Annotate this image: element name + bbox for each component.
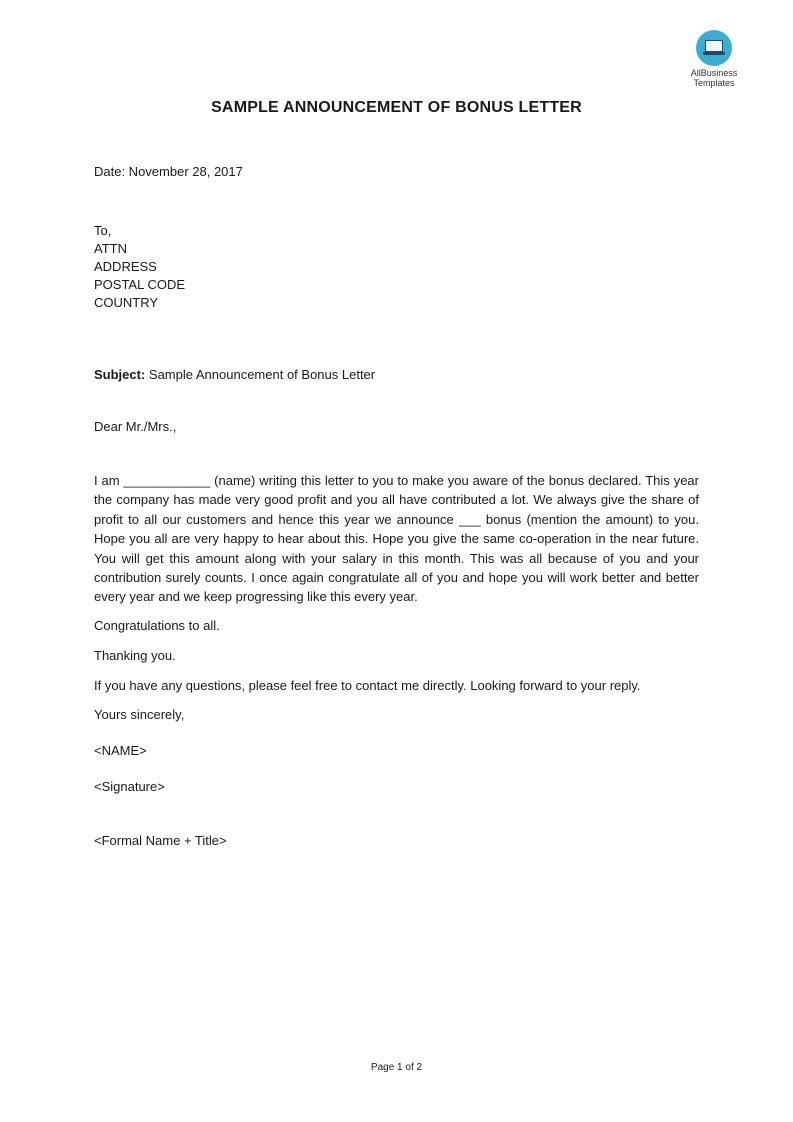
logo-line-2: Templates [693, 78, 735, 88]
brand-logo [678, 30, 750, 88]
laptop-icon [696, 30, 732, 66]
subject-line [94, 366, 375, 384]
letter-date: Date: November 28, 2017 [94, 164, 243, 179]
signature-placeholder: <Signature> [94, 779, 165, 794]
thanking-line: Thanking you. [94, 648, 176, 663]
congratulations-line: Congratulations to all. [94, 618, 220, 633]
recipient-address: ADDRESS [94, 259, 157, 274]
logo-text [678, 68, 750, 88]
salutation: Dear Mr./Mrs., [94, 419, 177, 434]
recipient-attn: ATTN [94, 241, 127, 256]
logo-line-1: AllBusiness [690, 68, 738, 78]
page-number: Page 1 of 2 [370, 1062, 423, 1073]
document-title: SAMPLE ANNOUNCEMENT OF BONUS LETTER [211, 99, 582, 116]
closing-line: Yours sincerely, [94, 707, 185, 722]
questions-line: If you have any questions, please feel free to contact me directly. Looking forward to your reply. [94, 678, 641, 693]
recipient-postal-code: POSTAL CODE [94, 277, 186, 292]
body-paragraph: I am ____________ (name) writing this letter to you to make you aware of the bonus declared. This year the company has made very good profit and you all have contributed a lot. We always give the share of profit to all our customers and hence this year we announce ___ bonus (mention the amount) to you. Hope you all are very happy to hear about this. Hope you give the same co-operation in the near future. You will get this amount along with your salary in this month. This was all because of you and your contribution surely counts. I once again congratulate all of you and hope you will work better and better every year and we keep progressing like this every year. [94, 473, 699, 605]
recipient-block [94, 222, 185, 312]
subject-text: Sample Announcement of Bonus Letter [145, 367, 376, 382]
subject-label: Subject: [94, 367, 146, 382]
name-placeholder: <NAME> [94, 743, 147, 758]
recipient-country: COUNTRY [94, 295, 159, 310]
recipient-to: To, [94, 223, 112, 238]
formal-name-placeholder: <Formal Name + Title> [94, 833, 227, 848]
